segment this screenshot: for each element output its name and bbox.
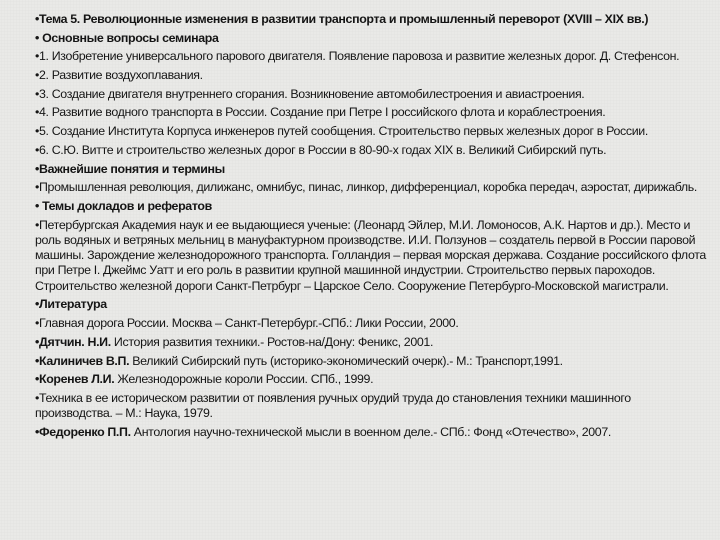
paragraph: [35, 316, 707, 331]
paragraph: [35, 425, 707, 440]
paragraph-text: История развития техники.- Ростов-на/Дону: Феникс, 2001.: [110, 334, 434, 349]
paragraph-text: Великий Сибирский путь (историко-экономический очерк).- М.: Транспорт,1991.: [129, 353, 563, 368]
paragraph: [35, 87, 707, 102]
bold-lead: •Федоренко П.П.: [35, 424, 131, 439]
bold-lead: •Калиничев В.П.: [35, 353, 130, 368]
paragraph: [35, 335, 707, 350]
bold-lead: •Литература: [35, 297, 107, 312]
paragraph-text: •3. Создание двигателя внутреннего сгорания. Возникновение автомобилестроения и авиастроения.: [35, 86, 585, 101]
paragraph-text: •1. Изобретение универсального парового двигателя. Появление паровоза и развитие железных дорог. Д. Стефенсон.: [35, 49, 680, 64]
paragraph-text: •Техника в ее историческом развитии от появления ручных орудий труда до становления техники машинного производства. – М.: Наука, 1979.: [35, 390, 631, 421]
paragraph: [35, 143, 707, 158]
paragraph: [35, 162, 707, 177]
paragraph: [35, 31, 707, 46]
bold-lead: •Коренев Л.И.: [35, 372, 115, 387]
bold-lead: •Важнейшие понятия и термины: [35, 161, 225, 176]
paragraph-text: Железнодорожные короли России. СПб., 1999.: [114, 372, 374, 387]
bold-lead: •Дятчин. Н.И.: [35, 334, 111, 349]
paragraph: [35, 124, 707, 139]
bold-lead: • Темы докладов и рефератов: [35, 198, 212, 213]
paragraph-text: •5. Создание Института Корпуса инженеров путей сообщения. Строительство первых железных дорог в России.: [35, 124, 648, 139]
paragraph-text: Антология научно-технической мысли в военном деле.- СПб.: Фонд «Отечество», 2007.: [130, 424, 611, 439]
document-body: [35, 12, 707, 444]
paragraph: [35, 199, 707, 214]
bold-lead: • Основные вопросы семинара: [35, 30, 219, 45]
paragraph-text: •Тема 5. Революционные изменения в развитии транспорта и промышленный переворот (XVIII – XIX вв.): [35, 12, 649, 26]
paragraph-text: •2. Развитие воздухоплавания.: [35, 68, 203, 83]
topic-title: [35, 12, 707, 27]
paragraph: [35, 180, 707, 195]
paragraph: [35, 218, 707, 294]
paragraph-text: •Промышленная революция, дилижанс, омнибус, пинас, линкор, дифференциал, коробка передач, аэростат, дирижабль.: [35, 180, 698, 195]
paragraph: [35, 391, 707, 422]
paragraph: [35, 105, 707, 120]
paragraph-text: •4. Развитие водного транспорта в России. Создание при Петре I российского флота и кораблестроения.: [35, 105, 606, 120]
paragraph: [35, 354, 707, 369]
paragraph: [35, 372, 707, 387]
paragraph: [35, 68, 707, 83]
paragraph: [35, 297, 707, 312]
paragraph-text: •Петербургская Академия наук и ее выдающиеся ученые: (Леонард Эйлер, М.И. Ломоносов, А.К. Нартов и др.). Место и роль водяных и ветряных мельниц в мануфактурном производстве. И.И. Ползунов – создатель первой в России паровой машины. Зарождение железнодорожного транспорта. Голландия – первая морская держава. Создание российского флота при Петре I. Джеймс Уатт и его роль в развитии крупной машинной индустрии. Строительство первых пароходов. Строительство железной дороги Санкт-Петрбург – Царское Село. Сооружение Петербурго-Московской магистрали.: [35, 217, 706, 293]
paragraph-text: •6. С.Ю. Витте и строительство железных дорог в России в 80-90-х годах XIX в. Великий Сибирский путь.: [35, 142, 607, 157]
paragraph: [35, 49, 707, 64]
paragraph-text: •Главная дорога России. Москва – Санкт-Петербург.-СПб.: Лики России, 2000.: [35, 316, 459, 331]
